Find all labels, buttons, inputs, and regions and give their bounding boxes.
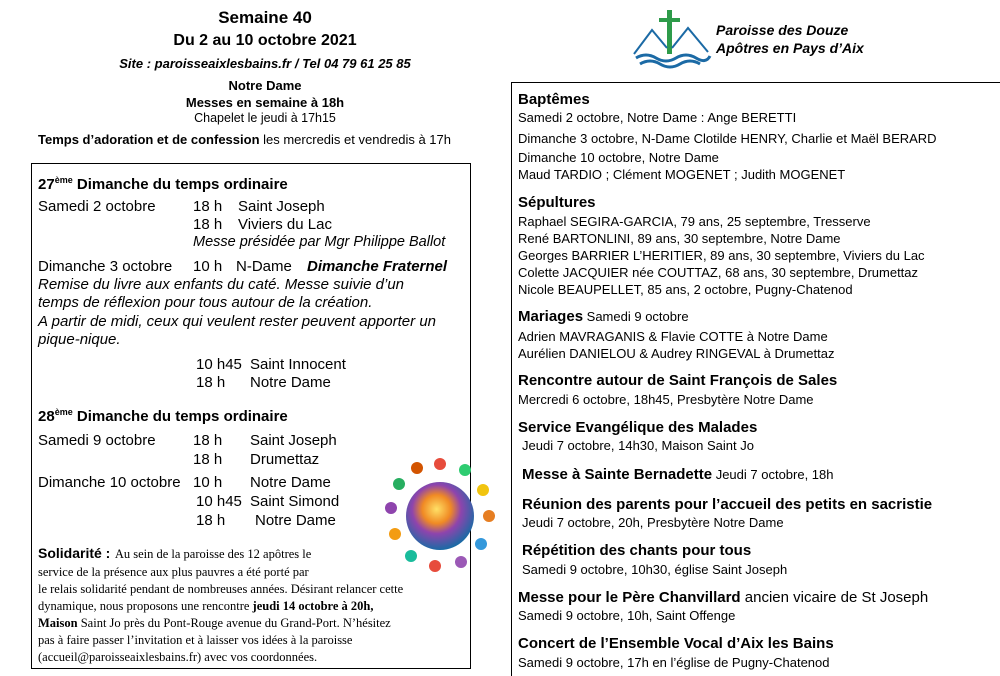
cross-logo-icon — [632, 8, 712, 70]
solidarity-line1: Solidarité : Au sein de la paroisse des 12 apôtres le — [38, 545, 312, 561]
chapelet: Chapelet le jeudi à 17h15 — [194, 111, 336, 125]
event7-title: Concert de l’Ensemble Vocal d’Aix les Bains — [518, 635, 834, 652]
event4-detail: Jeudi 7 octobre, 20h, Presbytère Notre Dame — [522, 515, 784, 530]
s1-sunday-place: N-Dame — [236, 258, 292, 275]
sepultures-title: Sépultures — [518, 194, 596, 211]
solidarity-line4: dynamique, nous proposons une rencontre jeudi 14 octobre à 20h, — [38, 599, 374, 613]
logo-line1: Paroisse des Douze — [716, 22, 849, 38]
section1-title: 27ème Dimanche du temps ordinaire — [38, 175, 288, 193]
section2-title: 28ème Dimanche du temps ordinaire — [38, 407, 288, 425]
event6-title: Messe pour le Père Chanvillard ancien vicaire de St Joseph — [518, 589, 929, 606]
event6-detail: Samedi 9 octobre, 10h, Saint Offenge — [518, 608, 736, 623]
event2-detail: Jeudi 7 octobre, 14h30, Maison Saint Jo — [522, 438, 754, 453]
s1-row1-time: 18 h — [193, 198, 223, 215]
s2-row1-day: Samedi 9 octobre — [38, 432, 156, 449]
s1-sunday-special: Dimanche Fraternel — [307, 258, 448, 275]
event7-detail: Samedi 9 octobre, 17h en l’église de Pugny-Chatenod — [518, 655, 830, 670]
event5-title: Répétition des chants pour tous — [522, 542, 752, 559]
solidarity-line2: service de la présence aux plus pauvres a été porté par — [38, 565, 309, 579]
s1-para-line3: A partir de midi, ceux qui veulent rester peuvent apporter un — [38, 313, 436, 330]
bapt-line1: Samedi 2 octobre, Notre Dame : Ange BERETTI — [518, 110, 797, 125]
sep-line3: Georges BARRIER L’HERITIER, 89 ans, 30 septembre, Viviers du Lac — [518, 248, 925, 263]
s1-row1-day: Samedi 2 octobre — [38, 198, 156, 215]
globe-children-icon — [383, 456, 498, 574]
s2-row3-time: 10 h — [193, 474, 223, 491]
s1-row1-place: Saint Joseph — [238, 198, 325, 215]
s1-para-line2: temps de réflexion pour tous autour de la création. — [38, 294, 373, 311]
mar-line2: Aurélien DANIELOU & Audrey RINGEVAL à Drumettaz — [518, 346, 835, 361]
s1-row2-time: 18 h — [193, 216, 223, 233]
week-title: Semaine 40 — [218, 8, 312, 27]
s2-row1-time: 18 h — [193, 432, 223, 449]
event2-title: Service Evangélique des Malades — [518, 419, 758, 436]
church-name: Notre Dame — [228, 78, 302, 93]
s2-row2-time: 18 h — [193, 451, 223, 468]
adoration: Temps d’adoration et de confession les mercredis et vendredis à 17h — [38, 132, 451, 147]
s1-more1-place: Saint Innocent — [250, 356, 346, 373]
site-phone[interactable]: Site : paroisseaixlesbains.fr / Tel 04 79 61 25 85 — [119, 56, 411, 71]
event3: Messe à Sainte Bernadette Jeudi 7 octobre, 18h — [522, 466, 834, 483]
solidarity-line6: pas à faire passer l’invitation et à laisser vos idées à la paroisse — [38, 633, 353, 647]
s2-row1-place: Saint Joseph — [250, 432, 337, 449]
bapt-line4: Maud TARDIO ; Clément MOGENET ; Judith MOGENET — [518, 167, 846, 182]
solidarity-line5: Maison Saint Jo près du Pont-Rouge avenue du Grand-Port. N’hésitez — [38, 616, 391, 630]
s1-row2-place: Viviers du Lac — [238, 216, 332, 233]
event4-title: Réunion des parents pour l’accueil des petits en sacristie — [522, 496, 933, 513]
s1-sunday-day: Dimanche 3 octobre — [38, 258, 173, 275]
s2-row5-place: Notre Dame — [255, 512, 336, 529]
s1-more1-time: 10 h45 — [196, 356, 242, 373]
s2-row5-time: 18 h — [196, 512, 226, 529]
sep-line5: Nicole BEAUPELLET, 85 ans, 2 octobre, Pugny-Chatenod — [518, 282, 853, 297]
s1-para-line4: pique-nique. — [38, 331, 121, 348]
weekday-masses: Messes en semaine à 18h — [185, 95, 345, 110]
baptemes-title: Baptêmes — [518, 91, 590, 108]
s2-row2-place: Drumettaz — [250, 451, 320, 468]
event5-detail: Samedi 9 octobre, 10h30, église Saint Joseph — [522, 562, 788, 577]
date-range: Du 2 au 10 octobre 2021 — [173, 32, 357, 49]
bapt-line3: Dimanche 10 octobre, Notre Dame — [518, 150, 719, 165]
mar-line1: Adrien MAVRAGANIS & Flavie COTTE à Notre Dame — [518, 329, 828, 344]
s1-more2-place: Notre Dame — [250, 374, 331, 391]
s1-more2-time: 18 h — [196, 374, 226, 391]
s1-sunday-time: 10 h — [193, 258, 223, 275]
sep-line1: Raphael SEGIRA-GARCIA, 79 ans, 25 septembre, Tresserve — [518, 214, 871, 229]
sep-line4: Colette JACQUIER née COUTTAZ, 68 ans, 30 septembre, Drumettaz — [518, 265, 919, 280]
event1-title: Rencontre autour de Saint François de Sales — [518, 372, 838, 389]
s2-row4-place: Saint Simond — [250, 493, 340, 510]
s2-row3-day: Dimanche 10 octobre — [38, 474, 181, 491]
sep-line2: René BARTONLINI, 89 ans, 30 septembre, Notre Dame — [518, 231, 841, 246]
s1-para-line1: Remise du livre aux enfants du caté. Messe suivie d’un — [38, 276, 405, 293]
mariages-title: Mariages Samedi 9 octobre — [518, 308, 689, 325]
solidarity-line3: le relais solidarité pendant de nombreuses années. Désirant relancer cette — [38, 582, 404, 596]
s1-note: Messe présidée par Mgr Philippe Ballot — [193, 234, 446, 250]
s2-row4-time: 10 h45 — [196, 493, 242, 510]
bapt-line2: Dimanche 3 octobre, N-Dame Clotilde HENRY, Charlie et Maël BERARD — [518, 131, 937, 146]
logo-line2: Apôtres en Pays d’Aix — [716, 40, 864, 56]
solidarity-line7[interactable]: (accueil@paroisseaixlesbains.fr) avec vos coordonnées. — [38, 650, 318, 664]
s2-row3-place: Notre Dame — [250, 474, 331, 491]
event1-detail: Mercredi 6 octobre, 18h45, Presbytère Notre Dame — [518, 392, 814, 407]
